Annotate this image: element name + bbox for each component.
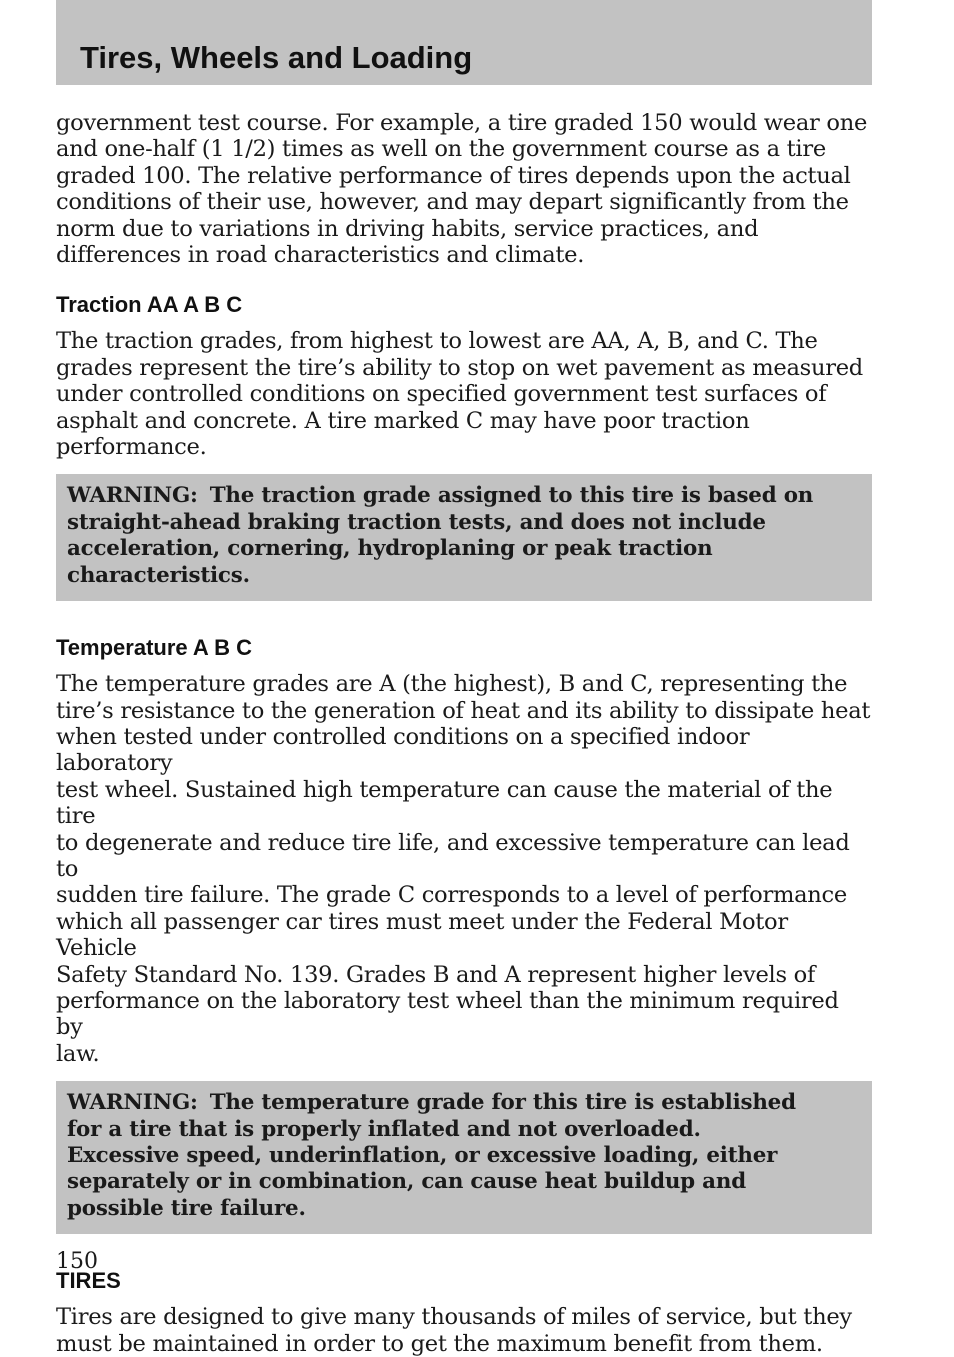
text-line: tire’s resistance to the generation of heat and its ability to dissipate heat — [56, 697, 871, 724]
traction-warning-box — [56, 474, 872, 601]
text-line: Excessive speed, underinflation, or excessive loading, either — [67, 1143, 778, 1168]
text-line: conditions of their use, however, and may depart significantly from the — [56, 189, 849, 216]
text-line: and one-half (1 1/2) times as well on the government course as a tire — [56, 136, 826, 163]
text-line: The traction grade assigned to this tire is based on — [209, 483, 814, 509]
text-line: performance on the laboratory test wheel than the minimum required by — [56, 987, 839, 1041]
text-line: which all passenger car tires must meet under the Federal Motor Vehicle — [56, 908, 788, 962]
text-line: Safety Standard No. 139. Grades B and A represent higher levels of — [56, 961, 816, 988]
text-line: performance. — [56, 434, 207, 461]
text-line: graded 100. The relative performance of tires depends upon the actual — [56, 162, 851, 189]
text-line: must be maintained in order to get the maximum benefit from them. — [56, 1330, 823, 1357]
text-line: Tires are designed to give many thousands of miles of service, but they — [56, 1304, 852, 1331]
section-header-band — [56, 0, 872, 85]
traction-paragraph — [56, 328, 872, 460]
text-line: norm due to variations in driving habits, service practices, and — [56, 215, 759, 242]
text-line: possible tire failure. — [67, 1195, 306, 1221]
text-line: The traction grades, from highest to lowest are AA, A, B, and C. The — [56, 328, 818, 355]
text-line: government test course. For example, a tire graded 150 would wear one — [56, 110, 868, 136]
traction-heading: Traction AA A B C — [56, 292, 243, 318]
text-line: under controlled conditions on specified government test surfaces of — [56, 381, 827, 408]
text-line: asphalt and concrete. A tire marked C may have poor traction — [56, 407, 750, 434]
text-line: The temperature grades are A (the highest), B and C, representing the — [56, 671, 848, 698]
text-line: straight-ahead braking traction tests, and does not include — [67, 509, 766, 535]
temperature-heading: Temperature A B C — [56, 635, 253, 661]
text-line: when tested under controlled conditions on a specified indoor laboratory — [56, 723, 750, 777]
text-line: law. — [56, 1040, 100, 1067]
text-line: acceleration, cornering, hydroplaning or peak traction — [67, 536, 713, 562]
temperature-warning-box — [56, 1081, 872, 1234]
temperature-paragraph — [56, 671, 872, 1067]
text-line: differences in road characteristics and climate. — [56, 242, 585, 269]
text-line: test wheel. Sustained high temperature can cause the material of the tire — [56, 776, 833, 830]
text-line: grades represent the tire’s ability to stop on wet pavement as measured — [56, 354, 863, 381]
text-line: for a tire that is properly inflated and not overloaded. — [67, 1116, 701, 1142]
page-content — [56, 110, 872, 1357]
warning-label: WARNING: — [67, 483, 198, 509]
text-line: sudden tire failure. The grade C corresponds to a level of performance — [56, 882, 847, 909]
text-line: separately or in combination, can cause heat buildup and — [67, 1169, 746, 1195]
page-title: Tires, Wheels and Loading — [80, 40, 473, 75]
page-number: 150 — [56, 1249, 98, 1274]
temperature-warning-text — [67, 1090, 858, 1222]
tires-heading: TIRES — [56, 1268, 121, 1294]
tires-paragraph — [56, 1304, 872, 1357]
warning-label: WARNING: — [67, 1090, 198, 1116]
traction-warning-text — [67, 483, 858, 589]
text-line: characteristics. — [67, 562, 250, 588]
text-line: The temperature grade for this tire is established — [209, 1090, 796, 1116]
text-line: to degenerate and reduce tire life, and excessive temperature can lead to — [56, 829, 850, 882]
intro-paragraph — [56, 110, 872, 268]
